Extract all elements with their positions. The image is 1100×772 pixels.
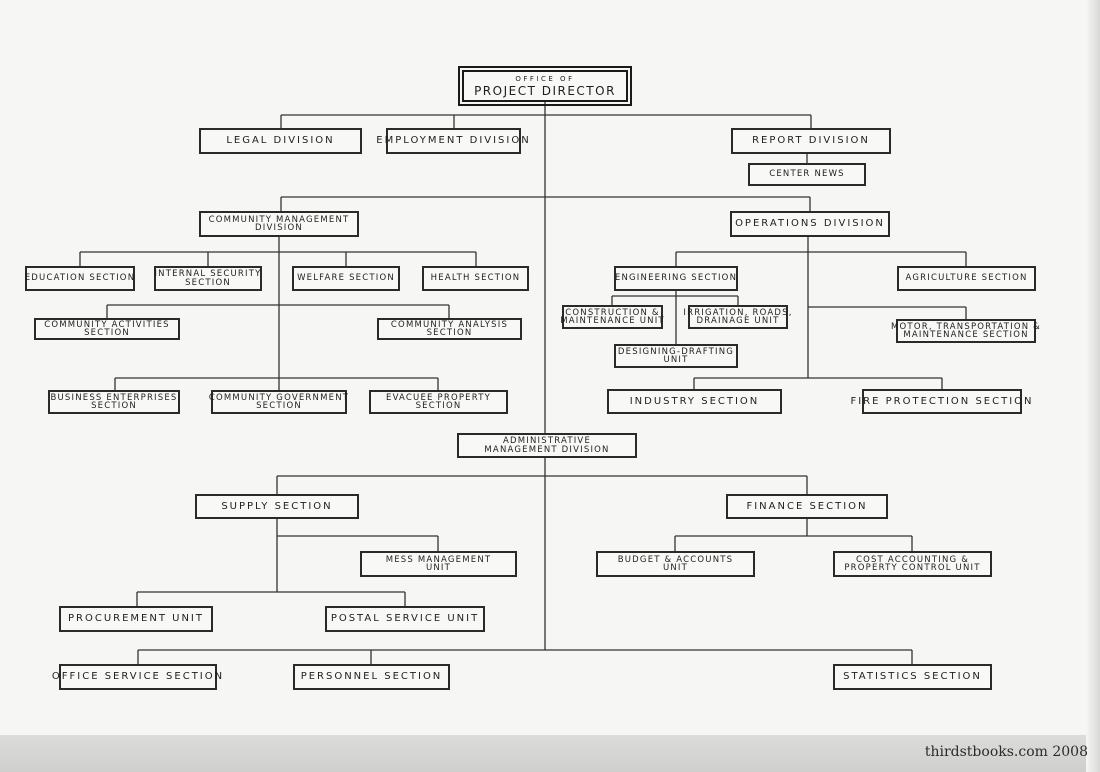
box-label-line: BUSINESS ENTERPRISES: [50, 392, 178, 403]
box-irrigation: [683, 305, 793, 329]
box-label-line: COMMUNITY GOVERNMENT: [208, 392, 350, 403]
box-postal: [325, 606, 485, 632]
box-label-line: PROPERTY CONTROL UNIT: [844, 563, 981, 573]
box-label-line: SECTION: [415, 401, 462, 411]
box-report: [731, 128, 891, 154]
box-construction: [562, 305, 663, 329]
box-label-line: EMPLOYMENT DIVISION: [376, 135, 531, 146]
box-label-line: ADMINISTRATIVE: [502, 436, 592, 446]
box-statistics: [833, 664, 992, 690]
box-center-news: [748, 163, 866, 186]
box-label-line: LEGAL DIVISION: [226, 135, 335, 146]
box-employment: [376, 128, 531, 154]
box-fire-protection: [850, 389, 1034, 414]
box-mess-mgmt: [360, 551, 517, 577]
box-engineering: [614, 266, 738, 291]
box-label-line: CONSTRUCTION &: [565, 307, 660, 318]
box-community-government: [208, 390, 350, 414]
box-motor-transport: [891, 319, 1042, 343]
box-label-line: MESS MANAGEMENT: [385, 554, 492, 565]
box-supply: [195, 494, 359, 519]
box-label-line: STATISTICS SECTION: [843, 671, 982, 682]
box-label-line: COMMUNITY ANALYSIS: [390, 319, 509, 330]
box-evacuee-property: [369, 390, 508, 414]
box-community-activities: [34, 318, 180, 340]
root-title-text: PROJECT DIRECTOR: [474, 83, 616, 98]
box-label-line: BUDGET & ACCOUNTS: [617, 554, 734, 565]
box-label-line: IRRIGATION, ROADS,: [683, 307, 793, 318]
box-community-mgmt: [199, 211, 359, 237]
box-label-line: COMMUNITY ACTIVITIES: [44, 319, 170, 330]
root-prefix-text: OFFICE OF: [515, 74, 575, 83]
box-health: [422, 266, 529, 291]
box-personnel: [293, 664, 450, 690]
box-label-line: REPORT DIVISION: [752, 135, 870, 146]
box-label-line: DIVISION: [255, 223, 303, 233]
box-label-line: MANAGEMENT DIVISION: [484, 444, 610, 455]
box-finance: [726, 494, 888, 519]
box-label-line: ENGINEERING SECTION: [614, 273, 738, 284]
box-label-line: MAINTENANCE SECTION: [903, 330, 1029, 340]
box-business-enterprises: [48, 390, 180, 414]
box-label-line: UNIT: [663, 355, 689, 365]
box-procurement: [59, 606, 213, 632]
box-office-service: [51, 664, 225, 690]
box-industry: [607, 389, 782, 414]
box-cost-accounting: [833, 551, 992, 577]
box-budget: [596, 551, 755, 577]
box-label-line: POSTAL SERVICE UNIT: [330, 613, 480, 624]
box-label-line: UNIT: [662, 563, 689, 573]
box-label-line: DESIGNING-DRAFTING: [617, 346, 735, 357]
box-label-line: UNIT: [425, 563, 452, 573]
box-label-line: FINANCE SECTION: [746, 500, 868, 512]
box-label-line: CENTER NEWS: [769, 169, 845, 180]
box-label-line: PERSONNEL SECTION: [300, 671, 443, 682]
box-label-line: SECTION: [91, 401, 137, 411]
box-label-line: PROCUREMENT UNIT: [68, 613, 204, 624]
box-label-line: HEALTH SECTION: [430, 273, 521, 284]
box-label-line: EDUCATION SECTION: [24, 273, 136, 284]
box-label-line: MOTOR, TRANSPORTATION &: [891, 321, 1042, 332]
box-label-line: OFFICE SERVICE SECTION: [51, 671, 225, 682]
box-label-line: SECTION: [185, 277, 231, 288]
box-agriculture: [897, 266, 1036, 291]
box-label-line: FIRE PROTECTION SECTION: [850, 395, 1034, 407]
box-designing: [614, 344, 738, 368]
box-label-line: MAINTENANCE UNIT: [560, 316, 665, 326]
box-label-line: DRAINAGE UNIT: [696, 316, 780, 326]
box-label-line: INDUSTRY SECTION: [629, 395, 760, 407]
box-label-line: INTERNAL SECURITY: [154, 269, 262, 279]
box-label-line: SECTION: [84, 328, 130, 338]
box-welfare: [292, 266, 400, 291]
box-internal-security: [154, 266, 262, 291]
watermark: thirdstbooks.com 2008: [924, 744, 1088, 760]
box-label-line: SECTION: [256, 401, 302, 411]
box-label-line: EVACUEE PROPERTY: [386, 392, 491, 403]
box-legal: [199, 128, 362, 154]
box-label-line: WELFARE SECTION: [297, 273, 395, 284]
box-operations: [730, 211, 890, 237]
box-label-line: COMMUNITY MANAGEMENT: [208, 214, 350, 225]
box-community-analysis: [377, 318, 522, 340]
box-education: [25, 266, 135, 291]
box-project-director: [462, 70, 628, 102]
box-label-line: OPERATIONS DIVISION: [735, 218, 885, 229]
box-label-line: COST ACCOUNTING &: [855, 554, 970, 565]
box-label-line: SECTION: [426, 328, 473, 338]
box-admin-mgmt: [457, 433, 637, 458]
box-label-line: AGRICULTURE SECTION: [905, 273, 1028, 284]
box-label-line: SUPPLY SECTION: [221, 500, 333, 512]
